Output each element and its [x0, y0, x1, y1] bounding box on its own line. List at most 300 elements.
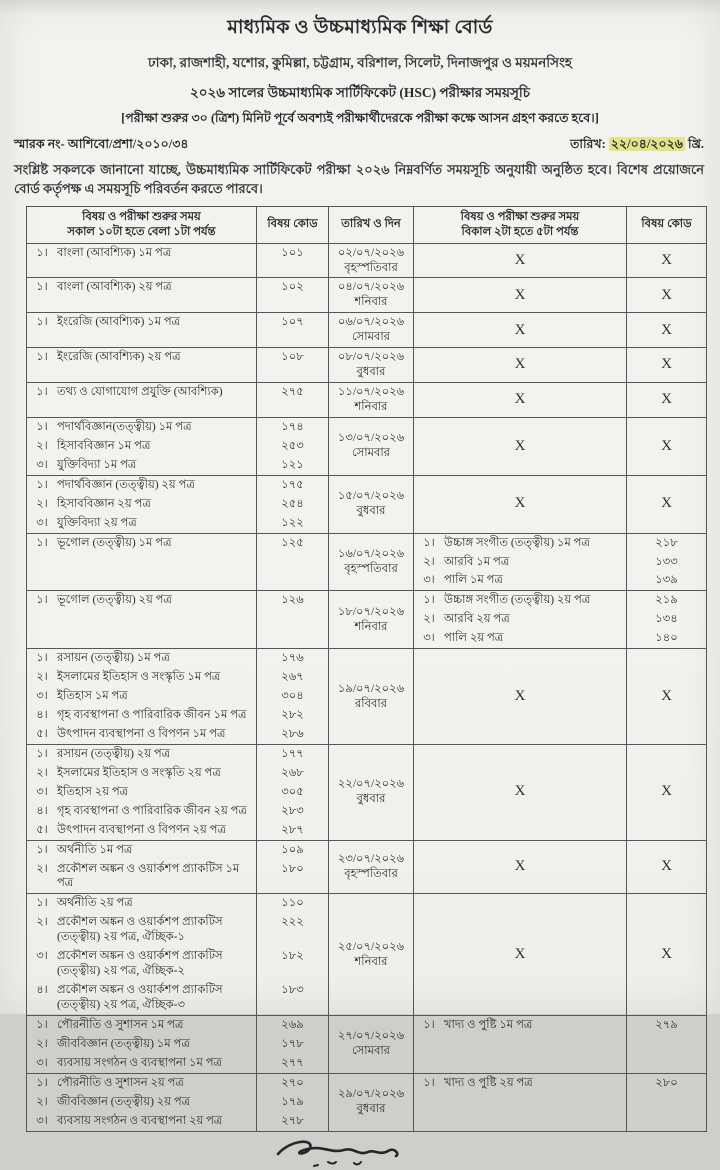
subject-name: ইংরেজি (আবশ্যিক) ১ম পত্র — [57, 316, 181, 329]
subject-code: ১৭৫ — [281, 478, 304, 491]
subject-code-grid — [27, 534, 328, 553]
exam-schedule-table — [26, 206, 707, 1132]
exam-date-cell — [329, 894, 414, 1016]
subject-code: ২৮০ — [655, 1076, 678, 1089]
board-cities-line: ঢাকা, রাজশাহী, যশোর, কুমিল্লা, চট্টগ্রাম, বরিশাল, সিলেট, দিনাজপুর ও ময়মনসিংহ — [148, 55, 572, 70]
no-afternoon-code-mark: X — [627, 649, 707, 745]
exam-day: বুধবার — [356, 366, 386, 379]
exam-date-cell — [329, 475, 414, 533]
subject-name: পৌরনীতি ও সুশাসন ১ম পত্র — [57, 1018, 184, 1031]
subject-code: ১২৫ — [281, 536, 304, 549]
subject-code-grid — [27, 745, 328, 840]
subject-code: ২৬৯ — [281, 1018, 304, 1031]
subject-name: জীববিজ্ঞান (তত্ত্বীয়) ১ম পত্র — [57, 1037, 190, 1050]
no-afternoon-exam-mark: X — [414, 894, 627, 1016]
subject-code: ২২২ — [281, 916, 304, 929]
exam-date-cell — [329, 591, 414, 649]
subject-code: ১৩৯ — [655, 574, 678, 587]
subject-serial: ১। — [36, 351, 48, 364]
morning-subjects-cell — [27, 313, 329, 348]
subject-serial: ২। — [423, 555, 435, 568]
subject-serial: ৪। — [36, 804, 48, 817]
no-afternoon-code-mark: X — [627, 348, 707, 383]
subject-name: উচ্চাঙ্গ সংগীত (তত্ত্বীয়) ১ম পত্র — [444, 536, 590, 549]
subject-serial: ২। — [36, 1037, 48, 1050]
afternoon-subjects-cell — [414, 1073, 707, 1131]
table-row — [27, 591, 707, 649]
subject-serial: ১। — [36, 1018, 48, 1031]
subject-name: আরবি ২য় পত্র — [444, 613, 510, 626]
subject-item — [414, 1074, 627, 1093]
subject-item — [27, 244, 257, 263]
table-row — [27, 533, 707, 591]
subject-serial: ২। — [36, 1095, 48, 1108]
subject-name: প্রকৌশল অঙ্কন ও ওয়ার্কশপ প্র্যাকটিস (তত্ত্বীয়) ২য় পত্র, ঐচ্ছিক-১ — [57, 916, 223, 944]
table-row — [27, 840, 707, 894]
subject-code: ১২৬ — [281, 594, 304, 607]
subject-serial: ২। — [36, 671, 48, 684]
no-afternoon-exam-mark: X — [414, 383, 627, 418]
morning-subjects-cell — [27, 1015, 329, 1073]
subject-code: ২৫৪ — [281, 497, 304, 510]
subject-code: ১৩৪ — [655, 613, 678, 626]
subject-serial: ৩। — [36, 1056, 48, 1069]
subject-serial: ১। — [423, 1018, 435, 1031]
subject-code: ১০৯ — [281, 843, 304, 856]
subject-serial: ১। — [36, 1076, 48, 1089]
no-afternoon-exam-mark: X — [414, 417, 627, 475]
exam-date-cell — [329, 278, 414, 313]
exam-date-cell — [329, 533, 414, 591]
subject-code: ১৪০ — [655, 632, 678, 645]
subject-item — [414, 571, 627, 590]
subject-name: অর্থনীতি ১ম পত্র — [57, 843, 133, 856]
subject-name: খাদ্য ও পুষ্টি ২য় পত্র — [444, 1076, 533, 1089]
no-afternoon-code-mark: X — [627, 383, 707, 418]
subject-name: ইতিহাস ১ম পত্র — [57, 690, 128, 703]
subject-serial: ২। — [36, 916, 48, 929]
exam-date-cell — [329, 840, 414, 894]
exam-date: ২৭/০৭/২০২৬ — [337, 1030, 405, 1043]
no-afternoon-code-mark: X — [627, 417, 707, 475]
morning-subjects-cell — [27, 475, 329, 533]
subject-serial: ১। — [423, 1076, 435, 1089]
subject-code: ২৭৯ — [655, 1018, 678, 1031]
subject-item — [414, 553, 627, 572]
subject-serial: ১। — [36, 478, 48, 491]
memo-row — [0, 130, 720, 156]
subject-name: উৎপাদন ব্যবস্থাপনা ও বিপণন ২য় পত্র — [57, 823, 226, 836]
subject-name: প্রকৌশল অঙ্কন ও ওয়ার্কশপ প্র্যাকটিস (তত্ত্বীয়) ২য় পত্র, ঐচ্ছিক-৩ — [57, 984, 223, 1011]
exam-date: ০৪/০৭/২০২৬ — [337, 281, 405, 294]
subject-serial: ১। — [36, 386, 48, 399]
table-row — [27, 243, 707, 278]
table-row — [27, 1015, 707, 1073]
subject-item — [414, 1016, 627, 1035]
subject-item — [27, 841, 257, 860]
no-afternoon-code-mark: X — [627, 313, 707, 348]
morning-subjects-cell — [27, 533, 329, 591]
subject-serial: ৪। — [36, 984, 48, 997]
subject-code-grid — [414, 1074, 706, 1093]
subject-code: ১৭৮ — [281, 1037, 304, 1050]
subject-code: ১৭৭ — [281, 747, 304, 760]
schedule-title: ২০২৬ সালের উচ্চমাধ্যমিক সার্টিফিকেট (HSC) পরীক্ষার সময়সূচি — [189, 85, 531, 100]
morning-subjects-cell — [27, 744, 329, 840]
subject-name: প্রকৌশল অঙ্কন ও ওয়ার্কশপ প্র্যাকটিস ১ম পত্র — [57, 862, 240, 890]
no-afternoon-code-mark: X — [627, 894, 707, 1016]
subject-name: ইসলামের ইতিহাস ও সংস্কৃতি ১ম পত্র — [57, 671, 221, 684]
subject-code: ১৮০ — [281, 862, 304, 875]
subject-code: ২৮৭ — [281, 823, 304, 836]
subject-code: ১৮২ — [281, 950, 304, 963]
table-row — [27, 649, 707, 745]
subject-serial: ১। — [36, 420, 48, 433]
subject-serial: ১। — [36, 316, 48, 329]
subject-item — [27, 534, 257, 553]
subject-code: ১৭৯ — [281, 1095, 304, 1108]
no-afternoon-code-mark: X — [627, 475, 707, 533]
subject-code: ২৭৭ — [281, 1056, 304, 1069]
subject-code-grid — [27, 348, 328, 367]
subject-serial: ৩। — [36, 1114, 48, 1127]
subject-item — [414, 591, 627, 610]
subject-code: ২৭০ — [281, 1076, 304, 1089]
morning-subjects-cell — [27, 417, 329, 475]
subject-item — [27, 591, 257, 610]
subject-item — [27, 348, 257, 367]
no-afternoon-code-mark: X — [627, 243, 707, 278]
header-date-day: তারিখ ও দিন — [329, 206, 414, 243]
exam-date: ১১/০৭/২০২৬ — [337, 386, 405, 399]
exam-day: বুধবার — [356, 505, 386, 518]
subject-name: ভূগোল (তত্ত্বীয়) ২য় পত্র — [57, 594, 172, 607]
subject-item — [27, 456, 257, 475]
subject-code: ২৮২ — [281, 709, 304, 721]
subject-code: ২১৯ — [655, 594, 678, 607]
exam-date-cell — [329, 243, 414, 278]
subject-serial: ৩। — [36, 950, 48, 963]
subject-item — [27, 495, 257, 514]
subject-item — [414, 534, 627, 553]
subject-name: অর্থনীতি ২য় পত্র — [57, 897, 133, 910]
subject-serial: ২। — [423, 613, 435, 626]
exam-date-cell — [329, 744, 414, 840]
board-title: মাধ্যমিক ও উচ্চমাধ্যমিক শিক্ষা বোর্ড — [227, 17, 493, 38]
morning-subjects-cell — [27, 591, 329, 649]
subject-name: ইসলামের ইতিহাস ও সংস্কৃতি ২য় পত্র — [57, 766, 221, 779]
exam-date: ২২/০৭/২০২৬ — [337, 778, 405, 791]
table-row — [27, 744, 707, 840]
exam-date-cell — [329, 1073, 414, 1131]
exam-date: ০৮/০৭/২০২৬ — [337, 351, 405, 364]
exam-day: বৃহস্পতিবার — [344, 867, 398, 880]
subject-name: বাংলা (আবশ্যিক) ২য় পত্র — [57, 281, 172, 294]
subject-code: ২৬৭ — [281, 671, 304, 684]
subject-serial: ১। — [36, 843, 48, 856]
subject-serial: ১। — [423, 536, 435, 549]
subject-item — [27, 706, 257, 725]
subject-item — [27, 860, 257, 894]
exam-date-cell — [329, 348, 414, 383]
subject-name: হিসাববিজ্ঞান ২য় পত্র — [57, 497, 151, 510]
exam-date: ২৫/০৭/২০২৬ — [337, 940, 405, 953]
subject-code: ১৭৪ — [281, 420, 304, 433]
exam-date: ২৯/০৭/২০২৬ — [337, 1088, 405, 1101]
exam-date: ১৬/০৭/২০২৬ — [337, 548, 405, 561]
subject-code: ২৬৮ — [281, 766, 304, 779]
subject-serial: ১। — [36, 747, 48, 760]
subject-serial: ২। — [36, 766, 48, 779]
exam-date-cell — [329, 417, 414, 475]
table-row — [27, 383, 707, 418]
table-row — [27, 278, 707, 313]
subject-serial: ৩। — [423, 632, 435, 645]
subject-serial: ১। — [36, 652, 48, 665]
subject-code: ১২২ — [281, 516, 304, 529]
subject-item — [27, 1093, 257, 1112]
subject-name: পদার্থবিজ্ঞান(তত্ত্বীয়) ১ম পত্র — [57, 420, 192, 433]
no-afternoon-exam-mark: X — [414, 313, 627, 348]
exam-date: ১৮/০৭/২০২৬ — [337, 605, 405, 618]
subject-item — [27, 514, 257, 533]
subject-item — [27, 313, 257, 332]
subject-code-grid — [27, 244, 328, 263]
subject-name: যুক্তিবিদ্যা ১ম পত্র — [57, 458, 137, 471]
subject-item — [27, 687, 257, 706]
exam-day: শনিবার — [354, 401, 388, 413]
morning-subjects-cell — [27, 894, 329, 1016]
exam-date-cell — [329, 383, 414, 418]
exam-date: ২৩/০৭/২০২৬ — [337, 853, 405, 866]
subject-name: ব্যবসায় সংগঠন ও ব্যবস্থাপনা ২য় পত্র — [57, 1114, 223, 1127]
instruction-note: [পরীক্ষা শুরুর ৩০ (ত্রিশ) মিনিট পূর্বে অবশ্যই পরীক্ষার্থীদেরকে পরীক্ষা কক্ষে আসন গ্রহণ করতে হবে।] — [121, 111, 599, 125]
date-value-highlighted: ২২/০৪/২০২৬ — [610, 137, 683, 151]
subject-item — [27, 802, 257, 821]
subject-serial: ৪। — [36, 709, 48, 721]
subject-item — [27, 981, 257, 1015]
subject-name: রসায়ন (তত্ত্বীয়) ১ম পত্র — [57, 652, 170, 665]
subject-name: ইতিহাস ২য় পত্র — [57, 785, 129, 798]
subject-code: ২৫৩ — [281, 439, 304, 452]
subject-serial: ১। — [36, 246, 48, 259]
subject-code: ১৭৬ — [281, 652, 304, 665]
no-afternoon-exam-mark: X — [414, 278, 627, 313]
subject-item — [27, 1112, 257, 1131]
subject-item — [27, 668, 257, 687]
morning-subjects-cell — [27, 348, 329, 383]
exam-date: ০২/০৭/২০২৬ — [337, 246, 405, 259]
no-afternoon-code-mark: X — [627, 278, 707, 313]
subject-code: ২৮৩ — [281, 804, 304, 817]
subject-code-grid — [27, 649, 328, 744]
no-afternoon-code-mark: X — [627, 744, 707, 840]
exam-day: বুধবার — [356, 793, 386, 806]
exam-day: শনিবার — [354, 955, 388, 968]
no-afternoon-code-mark: X — [627, 840, 707, 894]
morning-subjects-cell — [27, 840, 329, 894]
subject-item — [27, 764, 257, 783]
afternoon-subjects-cell — [414, 1015, 707, 1073]
subject-item — [27, 418, 257, 437]
signature-icon — [270, 1136, 450, 1170]
subject-serial: ১। — [36, 897, 48, 910]
subject-name: ইংরেজি (আবশ্যিক) ২য় পত্র — [57, 351, 181, 364]
exam-day: শনিবার — [354, 296, 388, 309]
exam-day: সোমবার — [351, 331, 391, 344]
subject-item — [27, 1035, 257, 1054]
table-row — [27, 417, 707, 475]
afternoon-subjects-cell — [414, 533, 707, 591]
subject-code: ১০১ — [281, 246, 304, 259]
no-afternoon-exam-mark: X — [414, 475, 627, 533]
subject-name: বাংলা (আবশ্যিক) ১ম পত্র — [57, 246, 172, 259]
subject-name: গৃহ ব্যবস্থাপনা ও পারিবারিক জীবন ১ম পত্র — [57, 709, 247, 721]
subject-item — [27, 383, 257, 402]
subject-item — [27, 821, 257, 840]
subject-item — [27, 1054, 257, 1073]
no-afternoon-exam-mark: X — [414, 840, 627, 894]
exam-date: ১৩/০৭/২০২৬ — [337, 432, 405, 445]
subject-item — [27, 783, 257, 802]
subject-serial: ৩। — [423, 574, 435, 587]
subject-code: ৩০৫ — [281, 785, 304, 798]
subject-code-grid — [27, 894, 328, 1015]
afternoon-subjects-cell — [414, 591, 707, 649]
subject-code-grid — [27, 313, 328, 332]
subject-item — [27, 745, 257, 764]
subject-name: পালি ২য় পত্র — [444, 632, 504, 645]
subject-code: ২৭৮ — [281, 1114, 304, 1127]
morning-subjects-cell — [27, 383, 329, 418]
exam-date-cell — [329, 313, 414, 348]
subject-serial: ২। — [36, 439, 48, 452]
header-afternoon-subject — [414, 206, 627, 243]
subject-name: পদার্থবিজ্ঞান (তত্ত্বীয়) ২য় পত্র — [57, 478, 195, 491]
subject-code-grid — [27, 278, 328, 297]
no-afternoon-exam-mark: X — [414, 243, 627, 278]
exam-date-cell — [329, 1015, 414, 1073]
header-afternoon-line1: বিষয় ও পরীক্ষা শুরুর সময় — [460, 210, 580, 223]
exam-day: শনিবার — [354, 620, 388, 633]
subject-serial: ৩। — [36, 785, 48, 798]
subject-serial: ৫। — [36, 823, 48, 836]
morning-subjects-cell — [27, 649, 329, 745]
subject-serial: ২। — [36, 497, 48, 510]
subject-code: ১০৮ — [281, 351, 304, 364]
subject-item — [27, 1074, 257, 1093]
table-row — [27, 313, 707, 348]
exam-day: রবিবার — [354, 697, 388, 710]
subject-code-grid — [27, 591, 328, 610]
morning-subjects-cell — [27, 243, 329, 278]
subject-serial: ১। — [36, 281, 48, 294]
header-morning-subject — [27, 206, 257, 243]
subject-item — [27, 649, 257, 668]
table-row — [27, 475, 707, 533]
subject-item — [27, 725, 257, 744]
table-row — [27, 1073, 707, 1131]
date-era-suffix: খ্রি. — [688, 137, 704, 151]
header-morning-line2: সকাল ১০টা হতে বেলা ১টা পর্যন্ত — [67, 225, 216, 238]
subject-name: পৌরনীতি ও সুশাসন ২য় পত্র — [57, 1076, 184, 1089]
subject-serial: ২। — [36, 862, 48, 875]
table-header-row — [27, 206, 707, 243]
exam-day: বৃহস্পতিবার — [344, 562, 398, 575]
subject-name: ব্যবসায় সংগঠন ও ব্যবস্থাপনা ১ম পত্র — [57, 1056, 222, 1069]
header-subject-code-2: বিষয় কোড — [627, 206, 707, 243]
no-afternoon-exam-mark: X — [414, 744, 627, 840]
subject-code-grid — [27, 476, 328, 533]
no-afternoon-exam-mark: X — [414, 348, 627, 383]
subject-name: যুক্তিবিদ্যা ২য় পত্র — [57, 516, 137, 529]
subject-code: ১৩৩ — [655, 555, 678, 568]
subject-item — [414, 610, 627, 629]
subject-name: পালি ১ম পত্র — [444, 574, 503, 587]
subject-code-grid — [27, 841, 328, 894]
subject-name: প্রকৌশল অঙ্কন ও ওয়ার্কশপ প্র্যাকটিস (তত্ত্বীয়) ২য় পত্র, ঐচ্ছিক-২ — [57, 950, 223, 978]
subject-code-grid — [27, 1016, 328, 1073]
subject-serial: ৩। — [36, 516, 48, 529]
date-label: তারিখ: — [569, 137, 606, 151]
subject-serial: ৩। — [36, 458, 48, 471]
signature-area — [0, 1136, 720, 1170]
subject-code: ১২১ — [281, 458, 304, 471]
subject-name: উচ্চাঙ্গ সংগীত (তত্ত্বীয়) ২য় পত্র — [444, 594, 591, 607]
table-row — [27, 894, 707, 1016]
exam-day: বুধবার — [356, 1103, 386, 1116]
subject-code: ২৮৬ — [281, 727, 304, 740]
subject-name: হিসাববিজ্ঞান ১ম পত্র — [57, 439, 151, 452]
subject-code: ১০৭ — [281, 316, 304, 329]
subject-name: আরবি ১ম পত্র — [444, 555, 510, 568]
subject-code: ২৭৫ — [281, 386, 304, 399]
no-afternoon-exam-mark: X — [414, 649, 627, 745]
subject-name: ভূগোল (তত্ত্বীয়) ১ম পত্র — [57, 536, 172, 549]
subject-name: উৎপাদন ব্যবস্থাপনা ও বিপণন ১ম পত্র — [57, 727, 226, 740]
exam-date: ১৯/০৭/২০২৬ — [337, 682, 405, 695]
document-header — [0, 0, 720, 130]
subject-item — [27, 278, 257, 297]
subject-name: রসায়ন (তত্ত্বীয়) ২য় পত্র — [57, 747, 171, 760]
subject-serial: ১। — [36, 536, 48, 549]
morning-subjects-cell — [27, 278, 329, 313]
subject-code-grid — [414, 1016, 706, 1035]
subject-name: জীববিজ্ঞান (তত্ত্বীয়) ২য় পত্র — [57, 1095, 191, 1108]
subject-name: গৃহ ব্যবস্থাপনা ও পারিবারিক জীবন ২য় পত্র — [57, 804, 247, 817]
subject-code: ১০২ — [281, 281, 304, 294]
exam-date: ১৫/০৭/২০২৬ — [337, 490, 405, 503]
exam-day: সোমবার — [351, 447, 391, 460]
subject-serial: ৩। — [36, 690, 48, 703]
subject-code: ১১০ — [281, 897, 304, 910]
exam-day: সোমবার — [351, 1045, 391, 1058]
table-row — [27, 348, 707, 383]
schedule-table-body — [27, 243, 707, 1131]
subject-code-grid — [414, 534, 706, 591]
exam-date-cell — [329, 649, 414, 745]
morning-subjects-cell — [27, 1073, 329, 1131]
memo-number: স্মারক নং- আশিবো/প্রশা/২০১০/৩৪ — [14, 137, 189, 151]
subject-item — [27, 476, 257, 495]
intro-paragraph: সংশ্লিষ্ট সকলকে জানানো যাচ্ছে, উচ্চমাধ্যমিক সার্টিফিকেট পরীক্ষা ২০২৬ নিম্নবর্ণিত সময়সূচি অনুযায়ী অনুষ্ঠিত হবে। বিশেষ প্রয়োজনে বোর্ড কর্তৃপক্ষ এ সময়সূচি পরিবর্তন করতে পারবে। — [14, 162, 704, 196]
header-morning-line1: বিষয় ও পরীক্ষা শুরুর সময় — [82, 210, 201, 223]
subject-code: ১৮৩ — [281, 984, 304, 997]
subject-code-grid — [27, 383, 328, 402]
subject-item — [27, 894, 257, 913]
exam-date: ০৬/০৭/২০২৬ — [337, 316, 405, 329]
subject-item — [27, 437, 257, 456]
